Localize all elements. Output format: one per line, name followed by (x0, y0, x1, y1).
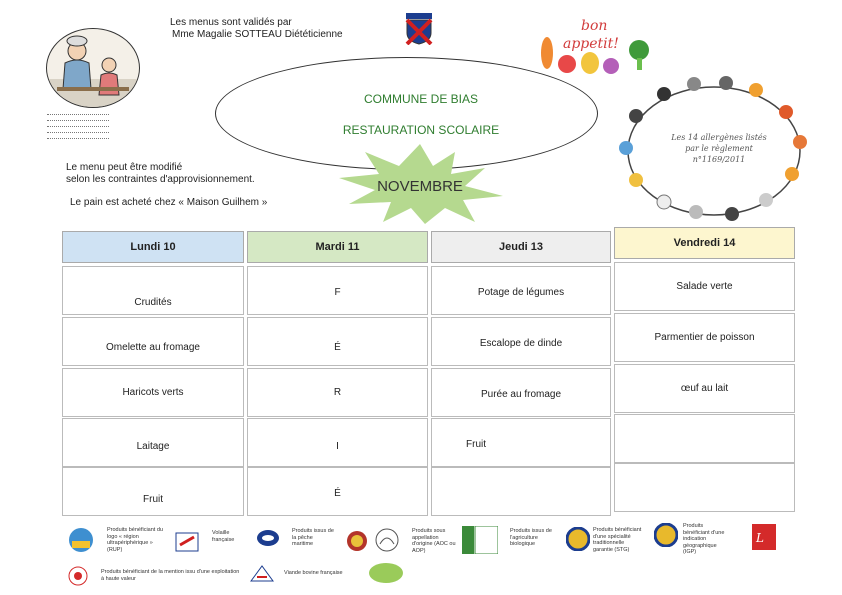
menu-item: Salade verte (676, 281, 733, 292)
note-line-1: Le menu peut être modifié (66, 162, 183, 173)
svg-text:L: L (756, 531, 764, 545)
menu-item: F (334, 287, 341, 298)
viande-logo (249, 563, 275, 583)
hve-logo (66, 566, 90, 586)
menu-cell (431, 266, 611, 315)
menu-item: É (334, 342, 341, 353)
stg-label: Produits bénéficiant d'une spécialité traditionnelle garantie (STG) (593, 527, 642, 553)
menu-cell (247, 317, 428, 366)
menu-item: Purée au fromage (480, 389, 562, 400)
label-rouge-logo (750, 522, 778, 552)
svg-text:appetit!: appetit! (563, 36, 619, 52)
rup-label: Produits bénéficiant du logo « région ultrapériphérique » (RUP) (107, 527, 163, 553)
menu-cell (431, 317, 611, 366)
menu-item: Parmentier de poisson (654, 332, 755, 343)
menu-item: Fruit (143, 494, 163, 505)
allergen-caption (660, 132, 778, 165)
menu-item: É (334, 488, 341, 499)
menu-cell (431, 418, 611, 467)
validated-line-1: Les menus sont validés par (170, 17, 292, 28)
menu-cell (62, 418, 244, 467)
validated-line-2: Mme Magalie SOTTEAU Diététicienne (172, 29, 343, 40)
menu-cell (247, 266, 428, 315)
volaille-logo (174, 529, 200, 555)
menu-cell (614, 262, 795, 311)
svg-text:bon: bon (581, 18, 608, 34)
menu-cell (614, 414, 795, 463)
menu-item: Fruit (466, 439, 486, 450)
month-label: NOVEMBRE (377, 178, 463, 195)
aoc-logo (344, 530, 370, 552)
aoc-label: Produits sous appellation d'origine (AOC ou AOP) (412, 528, 456, 554)
menu-cell (62, 266, 244, 315)
menu-cell (614, 463, 795, 512)
bias-logo (405, 13, 433, 45)
menu-cell (431, 467, 611, 516)
menu-cell (247, 368, 428, 417)
menu-item: Omelette au fromage (106, 342, 200, 353)
rup-logo (66, 527, 96, 553)
menu-cell (62, 368, 244, 417)
menu-item: Escalope de dinde (479, 338, 563, 349)
menu-item: Potage de légumes (477, 287, 565, 298)
viande-label: Viande bovine française (284, 570, 343, 576)
menu-item: Crudités (134, 297, 172, 308)
dietitian-validation (170, 17, 343, 41)
day-header-1: Mardi 11 (247, 231, 428, 263)
menu-change-note (66, 162, 255, 186)
menu-cell (62, 317, 244, 366)
menu-item: Laitage (136, 441, 170, 452)
menu-cell (247, 467, 428, 516)
day-header-2: Jeudi 13 (431, 231, 611, 263)
hve-label: Produits bénéficiant de la mention issu d'une exploitation à haute valeur (101, 569, 240, 582)
day-header-0: Lundi 10 (62, 231, 244, 263)
peche-logo (256, 528, 280, 548)
abc-logo (372, 528, 402, 552)
bio-label: Produits issus de l'agriculture biologique (510, 528, 552, 547)
menu-cell (431, 368, 611, 417)
commune-title: COMMUNE DE BIAS (363, 92, 478, 106)
allergen-line-1: Les 14 allergènes listés (671, 133, 767, 142)
hve-green-logo (368, 562, 404, 584)
igp-logo (654, 523, 678, 547)
bio-logo (462, 526, 498, 554)
menu-item: I (336, 441, 339, 452)
stg-logo (566, 527, 590, 551)
day-header-3: Vendredi 14 (614, 227, 795, 259)
menu-cell (62, 467, 244, 516)
igp-label: Produits bénéficiant d'une indication géographique (IGP) (683, 523, 725, 555)
allergen-line-2: par le règlement n°1169/2011 (685, 144, 753, 164)
restauration-title: RESTAURATION SCOLAIRE (342, 123, 500, 137)
menu-item: R (333, 387, 342, 398)
menu-item: œuf au lait (680, 383, 729, 394)
menu-cell (614, 364, 795, 413)
peche-label: Produits issus de la pêche maritime (292, 528, 334, 547)
menu-cell (614, 313, 795, 362)
bon-appetit-illustration (535, 8, 665, 80)
bread-note: Le pain est acheté chez « Maison Guilhem » (70, 197, 268, 208)
menu-item: Haricots verts (122, 387, 184, 398)
note-line-2: selon les contraintes d'approvisionnement. (66, 174, 255, 185)
volaille-label: Volaille française (212, 530, 235, 543)
